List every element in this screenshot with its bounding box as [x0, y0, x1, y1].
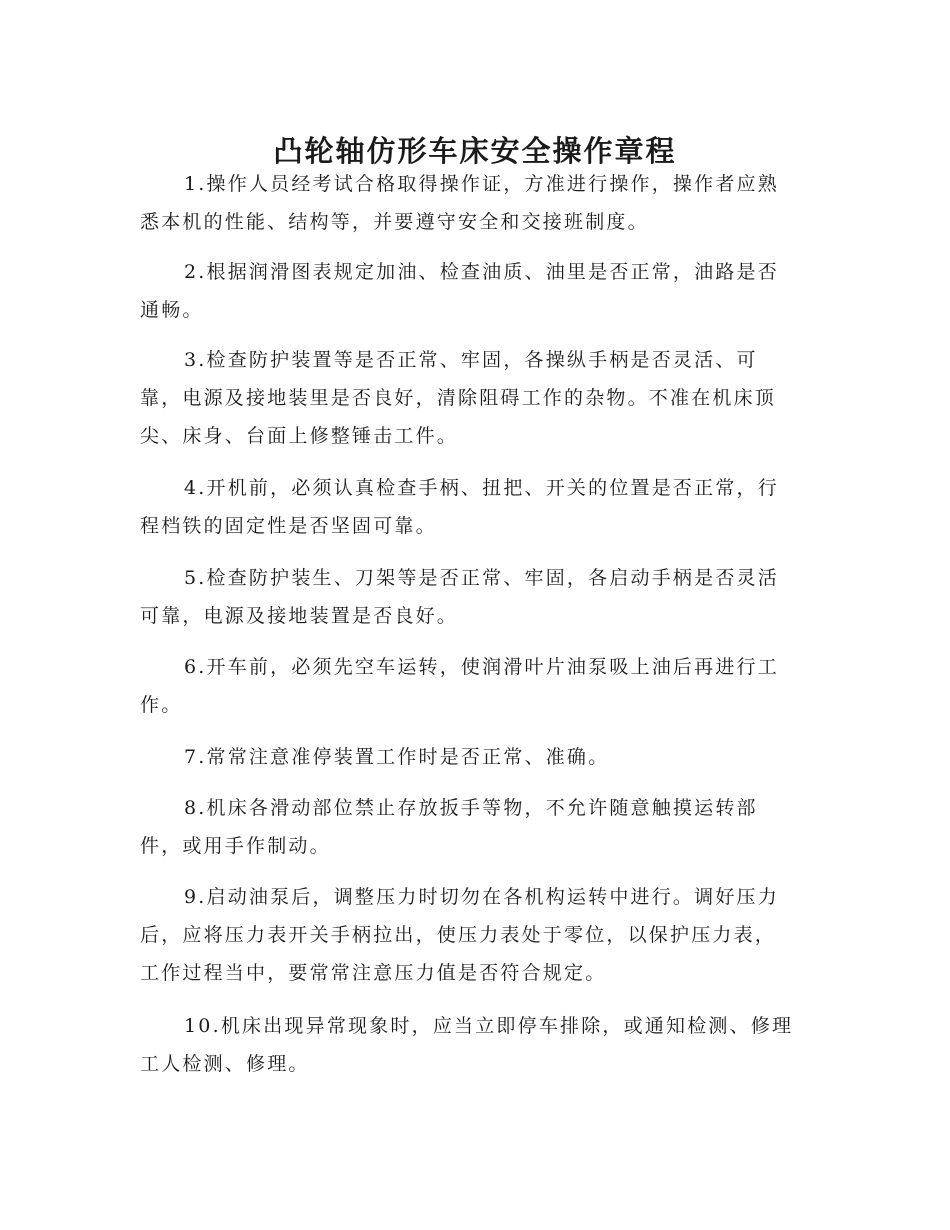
paragraph-line: 工人检测、修理。 [140, 1053, 310, 1075]
paragraph-line: 可靠，电源及接地装置是否良好。 [140, 605, 459, 627]
paragraph-line: 悉本机的性能、结构等，并要遵守安全和交接班制度。 [140, 211, 649, 233]
paragraph-line: 4.开机前，必须认真检查手柄、扭把、开关的位置是否正常，行 [184, 477, 779, 499]
paragraph-1 [140, 165, 820, 241]
paragraph-line: 尖、床身、台面上修整锤击工件。 [140, 425, 459, 447]
paragraph-2 [140, 253, 820, 329]
paragraph-line: 作。 [140, 694, 183, 716]
paragraph-line: 8.机床各滑动部位禁止存放扳手等物，不允许随意触摸运转部 [184, 797, 758, 819]
paragraph-line: 工作过程当中，要常常注意压力值是否符合规定。 [140, 962, 607, 984]
paragraph-6 [140, 648, 820, 724]
paragraph-line: 件，或用手作制动。 [140, 835, 331, 857]
paragraph-line: 9.启动油泵后，调整压力时切勿在各机构运转中进行。调好压力 [184, 886, 779, 908]
paragraph-line: 10.机床出现异常现象时，应当立即停车排除，或通知检测、修理 [184, 1015, 794, 1037]
paragraph-5 [140, 559, 820, 635]
paragraph-8 [140, 789, 820, 865]
paragraph-line: 通畅。 [140, 299, 204, 321]
document-title: 凸轮轴仿形车床安全操作章程 [273, 134, 677, 169]
paragraph-3 [140, 341, 820, 455]
paragraph-line: 靠，电源及接地装里是否良好，清除阻碍工作的杂物。不准在机床顶 [140, 387, 777, 409]
paragraph-line: 1.操作人员经考试合格取得操作证，方准进行操作，操作者应熟 [184, 173, 779, 195]
paragraph-line: 2.根据润滑图表规定加油、检查油质、油里是否正常，油路是否 [184, 261, 779, 283]
paragraph-line: 程档铁的固定性是否坚固可靠。 [140, 515, 437, 537]
paragraph-line: 3.检查防护装置等是否正常、牢固，各操纵手柄是否灵活、可 [184, 349, 758, 371]
paragraph-7 [140, 738, 820, 776]
paragraph-10 [140, 1007, 820, 1083]
paragraph-line: 5.检查防护装生、刀架等是否正常、牢固，各启动手柄是否灵活 [184, 567, 779, 589]
paragraph-line: 7.常常注意准停装置工作时是否正常、准确。 [184, 746, 610, 768]
paragraph-line: 后，应将压力表开关手柄拉出，使压力表处于零位，以保护压力表， [140, 924, 777, 946]
paragraph-9 [140, 878, 820, 992]
paragraph-4 [140, 469, 820, 545]
paragraph-line: 6.开车前，必须先空车运转，使润滑叶片油泵吸上油后再进行工 [184, 656, 779, 678]
